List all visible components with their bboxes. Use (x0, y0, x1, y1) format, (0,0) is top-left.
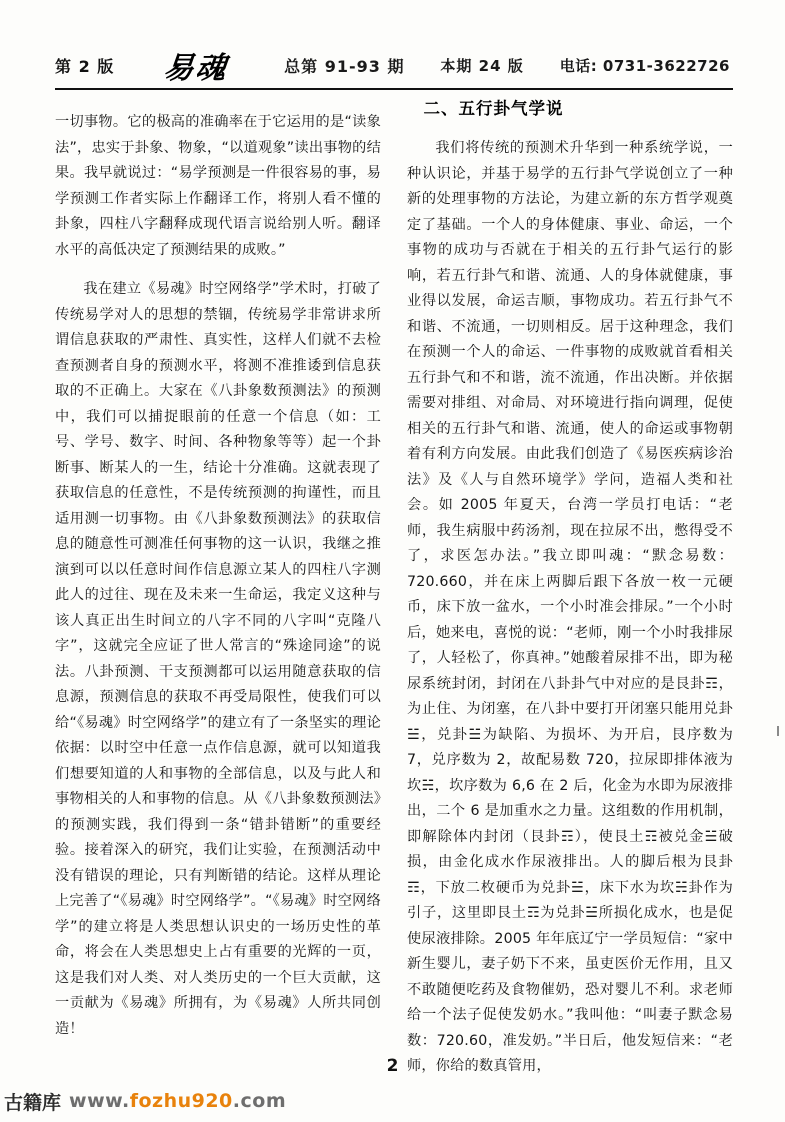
site-logo: 古籍库 (4, 1091, 62, 1114)
left-column (55, 96, 381, 1056)
masthead-edition-count: 本期 24 版 (440, 56, 524, 75)
article-columns (55, 96, 738, 1075)
paragraph-continuation: 一切事物。它的极高的准确率在于它运用的是“读象法”，忠实于卦象、物象，“以道观象”读出事物的结果。我早就说过：“易学预测是一件很容易的事，易学预测工作者实际上作翻译工作，将别人看不懂的卦象，四柱八字翻释成现代语言说给别人听。翻译水平的高低决定了预测结果的成败。” (55, 114, 381, 258)
paragraph-body: 我们将传统的预测术升华到一种系统学说，一种认识论，并基于易学的五行卦气学说创立了一种新的处理事物的方法论，为建立新的东方哲学观奠定了基础。一个人的身体健康、事业、命运，一个事物的成功与否就在于相关的五行卦气运行的影响，若五行卦气和谐、流通、人的身体就健康，事业得以发展，命运吉顺，事物成功。若五行卦气不和谐、不流通，一切则相反。居于这种理念，我们在预测一个人的命运、一件事物的成败就首看相关五行卦气和不和谐，流不流通，作出决断。并依据需要对排组、对命局、对环境进行指向调理，促使相关的五行卦气和谐、流通，使人的命运或事物朝着有利方向发展。由此我们创造了《易医疾病诊治法》及《人与自然环境学》学问，造福人类和社会。如 2005 年夏天，台湾一学员打电话：“老师，我生病服中药汤剂，现在拉尿不出，憋得受不了，求医怎办法。”我立即叫魂：“默念易数：720.660，并在床上两脚后跟下各放一枚一元硬币，床下放一盆水，一个小时准会排尿。”一个小时后，她来电，喜悦的说：“老师，刚一个小时我排尿了，人轻松了，你真神。”她酸着尿排不出，即为秘尿系统封闭，封闭在八卦卦气中对应的是艮卦☶，为止住、为闭塞，在八卦中要打开闭塞只能用兑卦☱，兑卦☱为缺陷、为损坏、为开启，艮序数为 7，兑序数为 2，故配易数 720，拉尿即排体液为坎☵，坎序数为 6,6 在 2 后，化金为水即为尿液排出，二个 6 是加重水之力量。这组数的作用机制，即解除体内封闭（艮卦☶），使艮土☶被兑金☱破损，由金化成水作尿液排出。人的脚后根为艮卦☶，下放二枚硬币为兑卦☱，床下水为坎☵卦作为引子，这里即艮土☶为兑卦☱所损化成水，也是促使尿液排除。2005 年年底辽宁一学员短信：“家中新生婴儿，妻子奶下不来，虽吏医价无作用，且又不敢随便吃药及食物催奶，恐对婴儿不利。求老师给一个法子促使发奶水。”我叫他：“叫妻子默念易数：720.60，准发奶。”半日后，他发短信来：“老师，你给的数真管用， (407, 140, 738, 1075)
page-number: 2 (386, 1056, 399, 1076)
masthead (55, 44, 730, 86)
publication-title: 易魂 (162, 51, 230, 86)
right-column (407, 96, 738, 1075)
masthead-page-label: 第 2 版 (55, 56, 115, 76)
scan-edge-mark (777, 726, 779, 736)
paragraph-body: 我在建立《易魂》时空网络学”学术时，打破了传统易学对人的思想的禁锢，传统易学非常讲求所谓信息获取的严肃性、真实性，这样人们就不去检查预测者自身的预测水平，将测不准推诿到信息获取的不正确上。大家在《八卦象数预测法》的预测中，我们可以捕捉眼前的任意一个信息（如：工号、学号、数字、时间、各种物象等等）起一个卦断事、断某人的一生，结论十分准确。这就表现了获取信息的任意性，不是传统预测的拘谨性，而且适用测一切事物。由《八卦象数预测法》的获取信息的随意性可测准任何事物的这一认识，我继之推演到可以以任意时间作信息源立某人的四柱八字测此人的过往、现在及未来一生命运，我定义这种与该人真正出生时间立的八字不同的八字叫“克隆八字”，这就完全应证了世人常言的“殊途同途”的说法。八卦预测、干支预测都可以运用随意获取的信息源，预测信息的获取不再受局限性，使我们可以给“《易魂》时空网络学”的建立有了一条坚实的理论依据：以时空中任意一点作信息源，就可以知道我们想要知道的人和事物的全部信息，以及与此人和事物相关的人和事物的信息。从《八卦象数预测法》的预测实践，我们得到一条“错卦错断”的重要经验。接着深入的研究，我们让实验，在预测活动中没有错误的理论，只有判断错的结论。这样从理论上完善了“《易魂》时空网络学”。“《易魂》时空网络学”的建立将是人类思想认识史的一场历史性的革命，将会在人类思想史上占有重要的光辉的一页，这是我们对人类、对人类历史的一个巨大贡献，这一贡献为《易魂》所拥有，为《易魂》人所共同创造！ (55, 281, 381, 1037)
masthead-divider (55, 88, 733, 90)
masthead-issue-number: 总第 91-93 期 (284, 56, 405, 76)
masthead-phone: 电话: 0731-3622726 (559, 56, 730, 75)
url-prefix: www. (69, 1090, 130, 1112)
section-heading: 二、五行卦气学说 (423, 99, 564, 118)
url-suffix: .com (232, 1090, 287, 1112)
site-url (69, 1090, 286, 1112)
url-highlight: fozhu920 (129, 1090, 233, 1112)
footer-watermark (0, 1080, 785, 1122)
